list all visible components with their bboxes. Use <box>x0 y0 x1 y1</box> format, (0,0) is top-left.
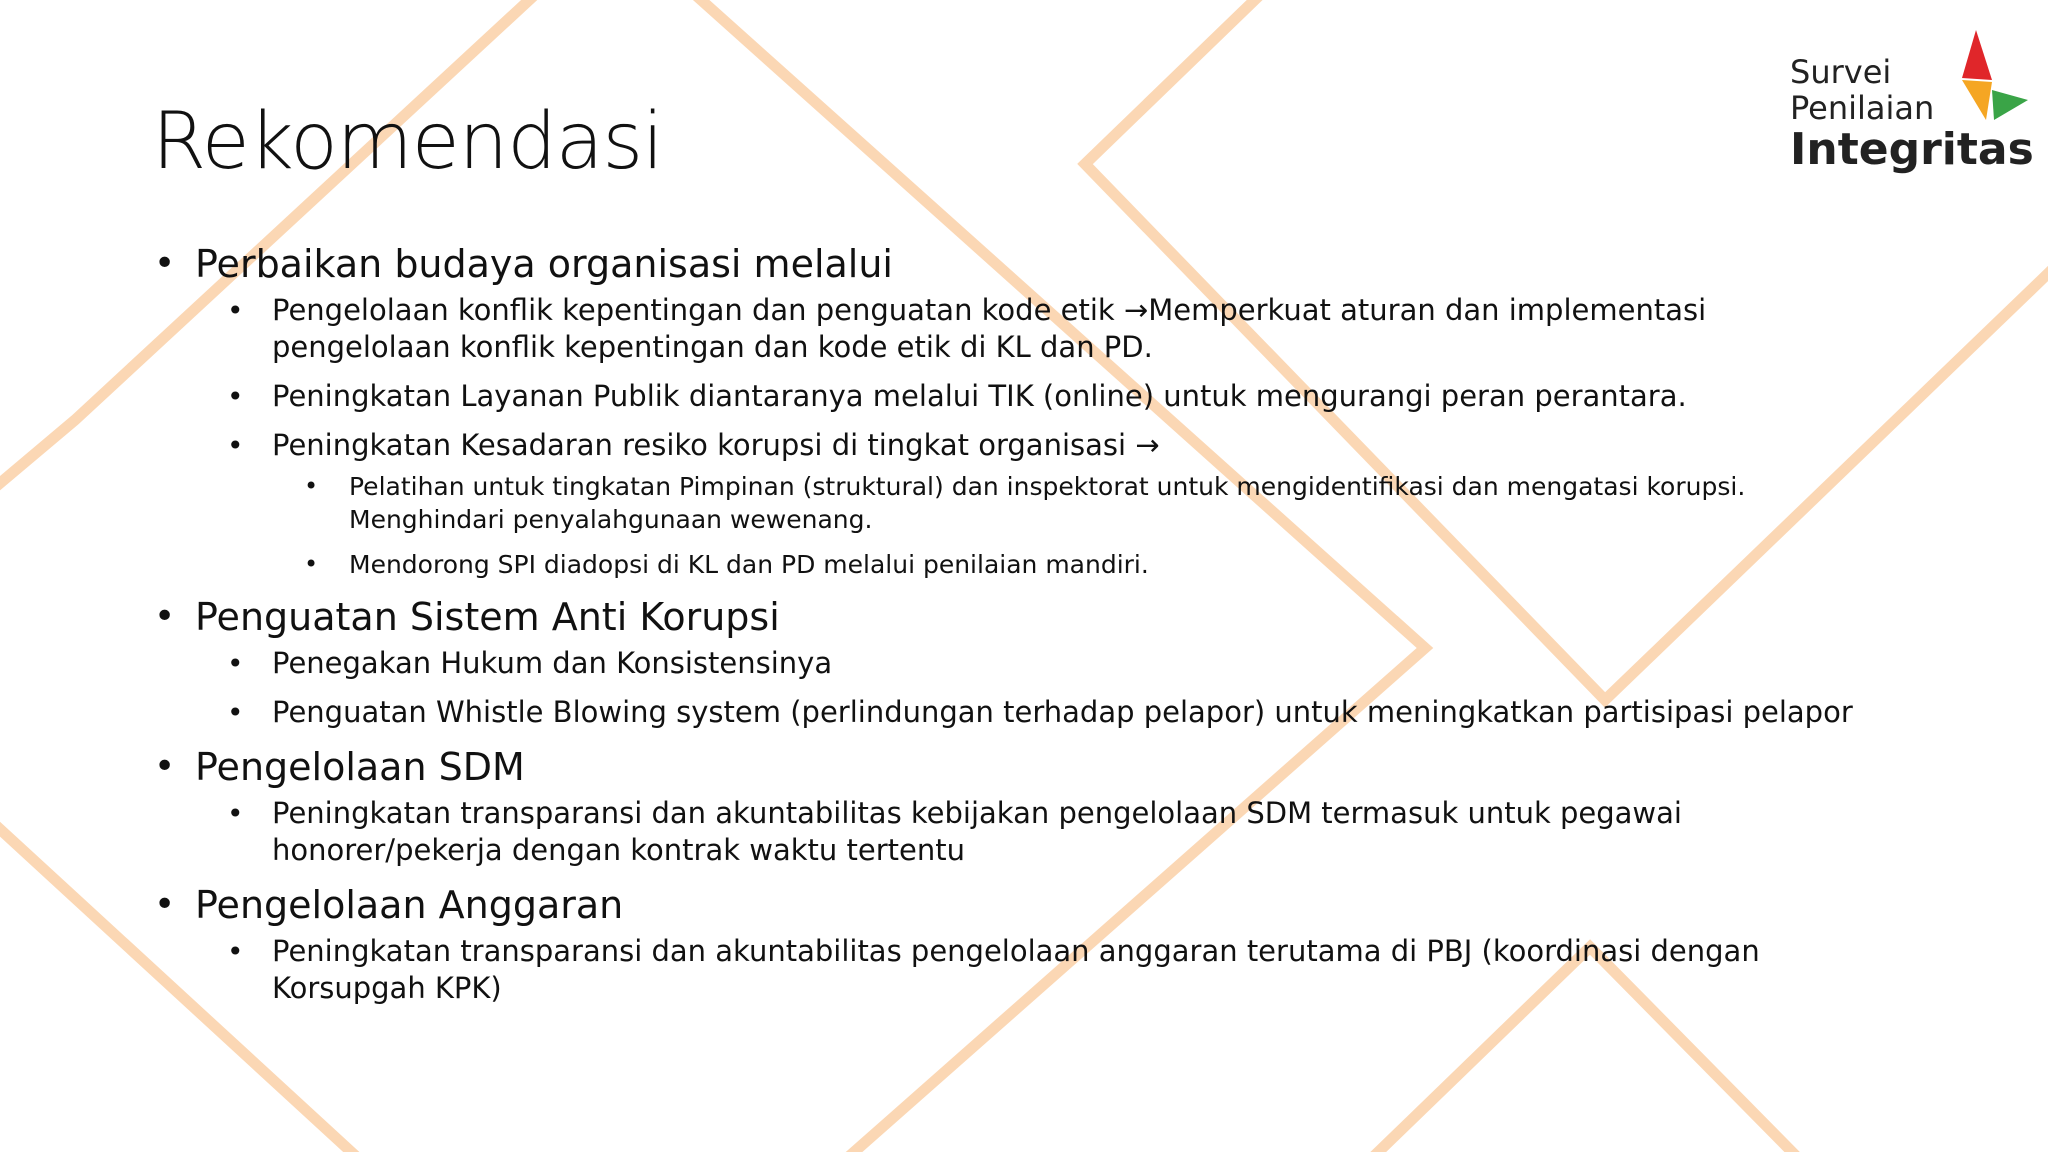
sub-sub-list <box>272 470 1872 581</box>
list-item <box>195 292 1872 366</box>
section-heading: • Pengelolaan Anggaran <box>195 883 624 927</box>
section-heading: • Pengelolaan SDM <box>195 745 525 789</box>
section-pengelolaan-sdm <box>152 743 1872 869</box>
logo-text <box>1790 54 2034 174</box>
section-pengelolaan-anggaran <box>152 881 1872 1007</box>
list-item-text: • Peningkatan Layanan Publik diantaranya melalui TIK (online) untuk mengurangi peran perantara. <box>272 379 1687 413</box>
logo-line-integritas: Integritas <box>1790 124 2034 175</box>
list-item-text: • Peningkatan Kesadaran resiko korupsi di tingkat organisasi → <box>272 428 1160 462</box>
list-item <box>272 470 1872 536</box>
list-item-text: • Pelatihan untuk tingkatan Pimpinan (struktural) dan inspektorat untuk mengidentifikasi dan mengatasi korupsi. Menghindari penyalahgunaan wewenang. <box>349 472 1746 534</box>
list-item <box>195 378 1872 415</box>
slide-title: Rekomendasi <box>152 97 663 187</box>
list-item <box>195 795 1872 869</box>
sub-list <box>195 795 1872 869</box>
survei-penilaian-integritas-logo <box>1790 28 2034 178</box>
logo-line-survei: Survei <box>1790 53 1892 91</box>
list-item-text: • Penguatan Whistle Blowing system (perlindungan terhadap pelapor) untuk meningkatkan partisipasi pelapor <box>272 695 1853 729</box>
slide-body <box>152 240 1872 1007</box>
list-item-text: • Pengelolaan konflik kepentingan dan penguatan kode etik →Memperkuat aturan dan implementasi pengelolaan konflik kepentingan dan kode etik di KL dan PD. <box>272 293 1707 364</box>
section-heading: • Perbaikan budaya organisasi melalui <box>195 242 893 286</box>
list-item <box>195 645 1872 682</box>
list-item <box>272 548 1872 581</box>
sub-list <box>195 292 1872 581</box>
recommendation-list <box>152 240 1872 1007</box>
sub-list <box>195 933 1872 1007</box>
logo-line-penilaian: Penilaian <box>1790 89 1935 127</box>
list-item-text: • Mendorong SPI diadopsi di KL dan PD melalui penilaian mandiri. <box>349 550 1149 579</box>
sub-list <box>195 645 1872 731</box>
list-item <box>195 427 1872 581</box>
section-budaya-organisasi <box>152 240 1872 581</box>
section-sistem-anti-korupsi <box>152 593 1872 731</box>
list-item-text: • Peningkatan transparansi dan akuntabilitas kebijakan pengelolaan SDM termasuk untuk pegawai honorer/pekerja dengan kontrak waktu tertentu <box>272 796 1682 867</box>
list-item-text: • Peningkatan transparansi dan akuntabilitas pengelolaan anggaran terutama di PBJ (koordinasi dengan Korsupgah KPK) <box>272 934 1760 1005</box>
section-heading: • Penguatan Sistem Anti Korupsi <box>195 595 780 639</box>
list-item <box>195 933 1872 1007</box>
list-item <box>195 694 1872 731</box>
list-item-text: • Penegakan Hukum dan Konsistensinya <box>272 646 833 680</box>
